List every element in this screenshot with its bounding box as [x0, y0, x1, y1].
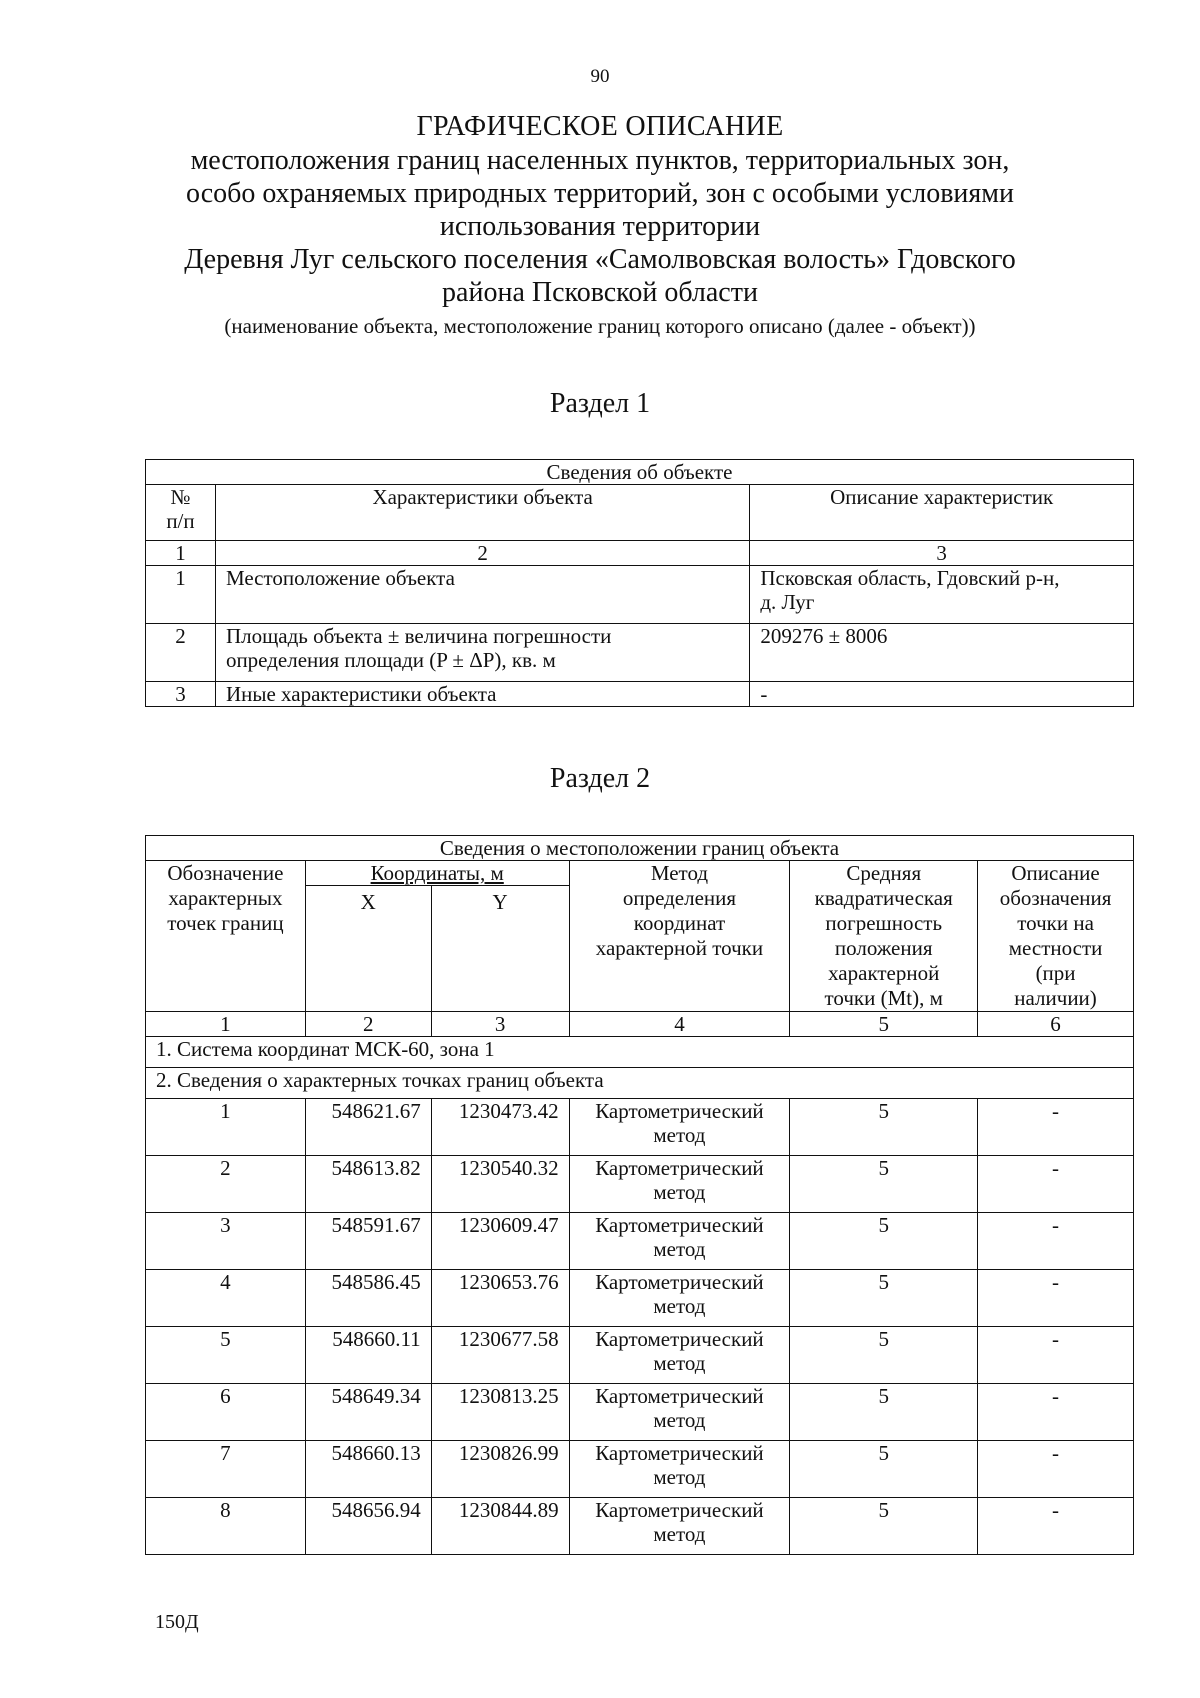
- coord-x: 548656.94: [305, 1498, 431, 1555]
- characteristic-name: Площадь объекта ± величина погрешности определения площади (P ± ΔP), кв. м: [215, 624, 749, 682]
- coord-y: 1230677.58: [431, 1327, 569, 1384]
- characteristic-name: Местоположение объекта: [215, 566, 749, 624]
- characteristic-value: Псковская область, Гдовский р-н, д. Луг: [750, 566, 1134, 624]
- table-row: [146, 682, 1134, 707]
- table-row: [146, 1498, 1134, 1555]
- mean-error: 5: [790, 1270, 978, 1327]
- column-number: 2: [215, 541, 749, 566]
- column-header-x: X: [305, 886, 431, 1012]
- point-description: -: [978, 1327, 1134, 1384]
- point-number: 7: [146, 1441, 306, 1498]
- coord-x: 548660.13: [305, 1441, 431, 1498]
- method: Картометрический метод: [569, 1384, 790, 1441]
- coord-y: 1230813.25: [431, 1384, 569, 1441]
- title-line-5: района Псковской области: [442, 277, 758, 308]
- row-number: 2: [146, 624, 216, 682]
- point-description: -: [978, 1270, 1134, 1327]
- method: Картометрический метод: [569, 1099, 790, 1156]
- coord-x: 548621.67: [305, 1099, 431, 1156]
- point-description: -: [978, 1441, 1134, 1498]
- point-description: -: [978, 1156, 1134, 1213]
- row-number: 3: [146, 682, 216, 707]
- point-number: 2: [146, 1156, 306, 1213]
- method: Картометрический метод: [569, 1156, 790, 1213]
- point-description: -: [978, 1213, 1134, 1270]
- coord-x: 548660.11: [305, 1327, 431, 1384]
- coord-y: 1230609.47: [431, 1213, 569, 1270]
- points-body: [146, 1099, 1134, 1555]
- column-header: Метод определения координат характерной точки: [569, 861, 790, 1012]
- table-row: [146, 1384, 1134, 1441]
- point-description: -: [978, 1099, 1134, 1156]
- column-header-y: Y: [431, 886, 569, 1012]
- mean-error: 5: [790, 1498, 978, 1555]
- mean-error: 5: [790, 1099, 978, 1156]
- method: Картометрический метод: [569, 1213, 790, 1270]
- document-title: ГРАФИЧЕСКОЕ ОПИСАНИЕ: [416, 111, 784, 142]
- column-header: Характеристики объекта: [215, 485, 749, 541]
- mean-error: 5: [790, 1441, 978, 1498]
- mean-error: 5: [790, 1384, 978, 1441]
- table-row: [146, 1327, 1134, 1384]
- mean-error: 5: [790, 1156, 978, 1213]
- footer-code: 150Д: [155, 1611, 199, 1633]
- coord-y: 1230653.76: [431, 1270, 569, 1327]
- column-number: 3: [750, 541, 1134, 566]
- point-number: 8: [146, 1498, 306, 1555]
- column-number: 4: [569, 1012, 790, 1037]
- point-description: -: [978, 1384, 1134, 1441]
- section-2-title: Раздел 2: [549, 763, 651, 794]
- points-section-row: 2. Сведения о характерных точках границ объекта: [146, 1068, 1134, 1099]
- column-number: 3: [431, 1012, 569, 1037]
- title-line-2: особо охраняемых природных территорий, зон с особыми условиями: [186, 178, 1014, 209]
- coord-y: 1230844.89: [431, 1498, 569, 1555]
- table-caption: Сведения о местоположении границ объекта: [146, 836, 1134, 861]
- coord-x: 548649.34: [305, 1384, 431, 1441]
- point-number: 1: [146, 1099, 306, 1156]
- method: Картометрический метод: [569, 1498, 790, 1555]
- table-row: [146, 1441, 1134, 1498]
- table-caption: Сведения об объекте: [146, 460, 1134, 485]
- column-header: № п/п: [146, 485, 216, 541]
- characteristic-value: 209276 ± 8006: [750, 624, 1134, 682]
- point-description: -: [978, 1498, 1134, 1555]
- column-number: 5: [790, 1012, 978, 1037]
- section-1-title: Раздел 1: [549, 388, 651, 419]
- mean-error: 5: [790, 1327, 978, 1384]
- characteristic-value: -: [750, 682, 1134, 707]
- row-number: 1: [146, 566, 216, 624]
- coord-y: 1230826.99: [431, 1441, 569, 1498]
- table-row: [146, 1213, 1134, 1270]
- method: Картометрический метод: [569, 1441, 790, 1498]
- coord-y: 1230473.42: [431, 1099, 569, 1156]
- title-line-3: использования территории: [439, 211, 761, 242]
- object-info-table: [145, 459, 1134, 707]
- point-number: 6: [146, 1384, 306, 1441]
- object-name-note: (наименование объекта, местоположение границ которого описано (далее - объект)): [224, 314, 976, 338]
- title-line-4: Деревня Луг сельского поселения «Самолвовская волость» Гдовского: [184, 244, 1016, 275]
- column-header: Описание характеристик: [750, 485, 1134, 541]
- column-header: Обозначение характерных точек границ: [146, 861, 306, 1012]
- page-number: 90: [590, 66, 610, 87]
- coordinate-system-row: 1. Система координат МСК-60, зона 1: [146, 1037, 1134, 1068]
- point-number: 4: [146, 1270, 306, 1327]
- table-row: [146, 1099, 1134, 1156]
- table-row: [146, 1270, 1134, 1327]
- table-row: [146, 624, 1134, 682]
- column-header: Координаты, м: [305, 861, 569, 886]
- column-number: 2: [305, 1012, 431, 1037]
- method: Картометрический метод: [569, 1327, 790, 1384]
- coord-x: 548613.82: [305, 1156, 431, 1213]
- column-number: 6: [978, 1012, 1134, 1037]
- coord-x: 548591.67: [305, 1213, 431, 1270]
- column-number: 1: [146, 1012, 306, 1037]
- column-header: Средняя квадратическая погрешность положения характерной точки (Mt), м: [790, 861, 978, 1012]
- characteristic-name: Иные характеристики объекта: [215, 682, 749, 707]
- table-row: [146, 566, 1134, 624]
- coord-x: 548586.45: [305, 1270, 431, 1327]
- boundary-points-table: [145, 835, 1134, 1555]
- column-number: 1: [146, 541, 216, 566]
- mean-error: 5: [790, 1213, 978, 1270]
- point-number: 5: [146, 1327, 306, 1384]
- coord-y: 1230540.32: [431, 1156, 569, 1213]
- point-number: 3: [146, 1213, 306, 1270]
- column-header: Описание обозначения точки на местности (при наличии): [978, 861, 1134, 1012]
- title-line-1: местоположения границ населенных пунктов, территориальных зон,: [190, 145, 1010, 176]
- table-row: [146, 1156, 1134, 1213]
- document-header: [0, 110, 1200, 339]
- method: Картометрический метод: [569, 1270, 790, 1327]
